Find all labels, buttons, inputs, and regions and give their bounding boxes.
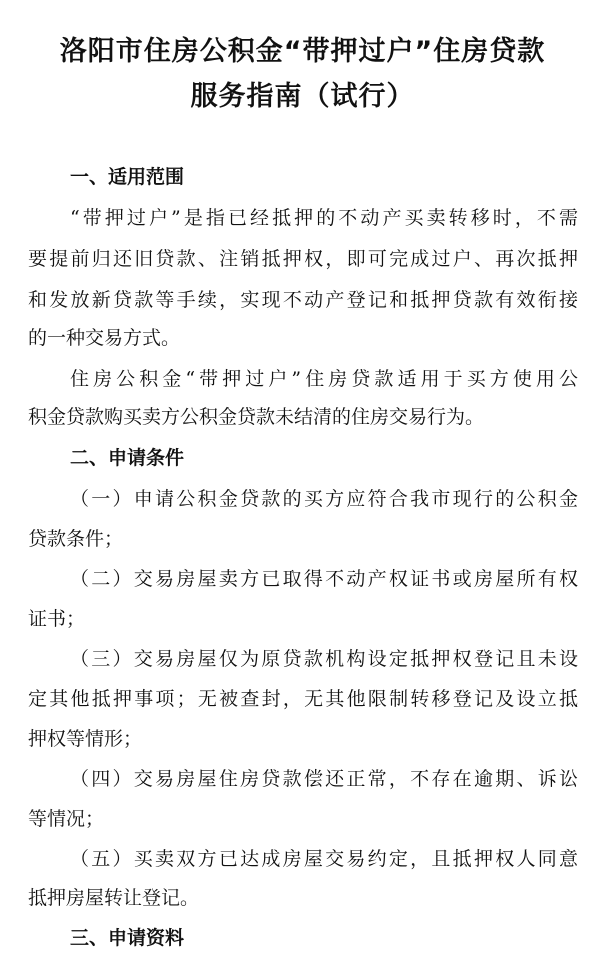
section2-item1-line2: 贷款条件； [28, 528, 124, 550]
document-title-line1: 洛阳市住房公积金“带押过户”住房贷款 [59, 36, 546, 67]
section1-para2-line1: 住房公积金“带押过户”住房贷款适用于买方使用公 [70, 368, 578, 390]
section2-item4-line1: （四）交易房屋住房贷款偿还正常，不存在逾期、诉讼 [70, 768, 578, 790]
section2-item5-line1: （五）买卖双方已达成房屋交易约定，且抵押权人同意 [70, 848, 578, 870]
section2-item2-line1: （二）交易房屋卖方已取得不动产权证书或房屋所有权 [70, 568, 578, 590]
section1-para2-line2: 积金贷款购买卖方公积金贷款未结清的住房交易行为。 [28, 406, 485, 428]
section1-para1-line3: 和发放新贷款等手续，实现不动产登记和抵押贷款有效衔接 [28, 289, 578, 311]
section1-heading: 一、适用范围 [70, 166, 185, 188]
section2-item4-line2: 等情况； [28, 808, 105, 830]
section2-item5-line2: 抵押房屋转让登记。 [28, 887, 200, 909]
section2-item1-line1: （一）申请公积金贷款的买方应符合我市现行的公积金 [70, 488, 578, 510]
section2-item2-line2: 证书； [28, 608, 86, 630]
document-title-line2: 服务指南（试行） [190, 81, 415, 112]
section1-para1-line4: 的一种交易方式。 [28, 327, 181, 349]
section2-item3-line2: 定其他抵押事项；无被查封，无其他限制转移登记及设立抵 [28, 688, 578, 710]
section1-para1-line1: “带押过户”是指已经抵押的不动产买卖转移时，不需 [70, 207, 578, 229]
section3-heading: 三、申请资料 [70, 927, 185, 949]
section1-para1-line2: 要提前归还旧贷款、注销抵押权，即可完成过户、再次抵押 [28, 248, 578, 270]
section2-item3-line1: （三）交易房屋仅为原贷款机构设定抵押权登记且未设 [70, 648, 578, 670]
section2-item3-line3: 押权等情形； [28, 728, 143, 750]
section2-heading: 二、申请条件 [70, 447, 185, 469]
